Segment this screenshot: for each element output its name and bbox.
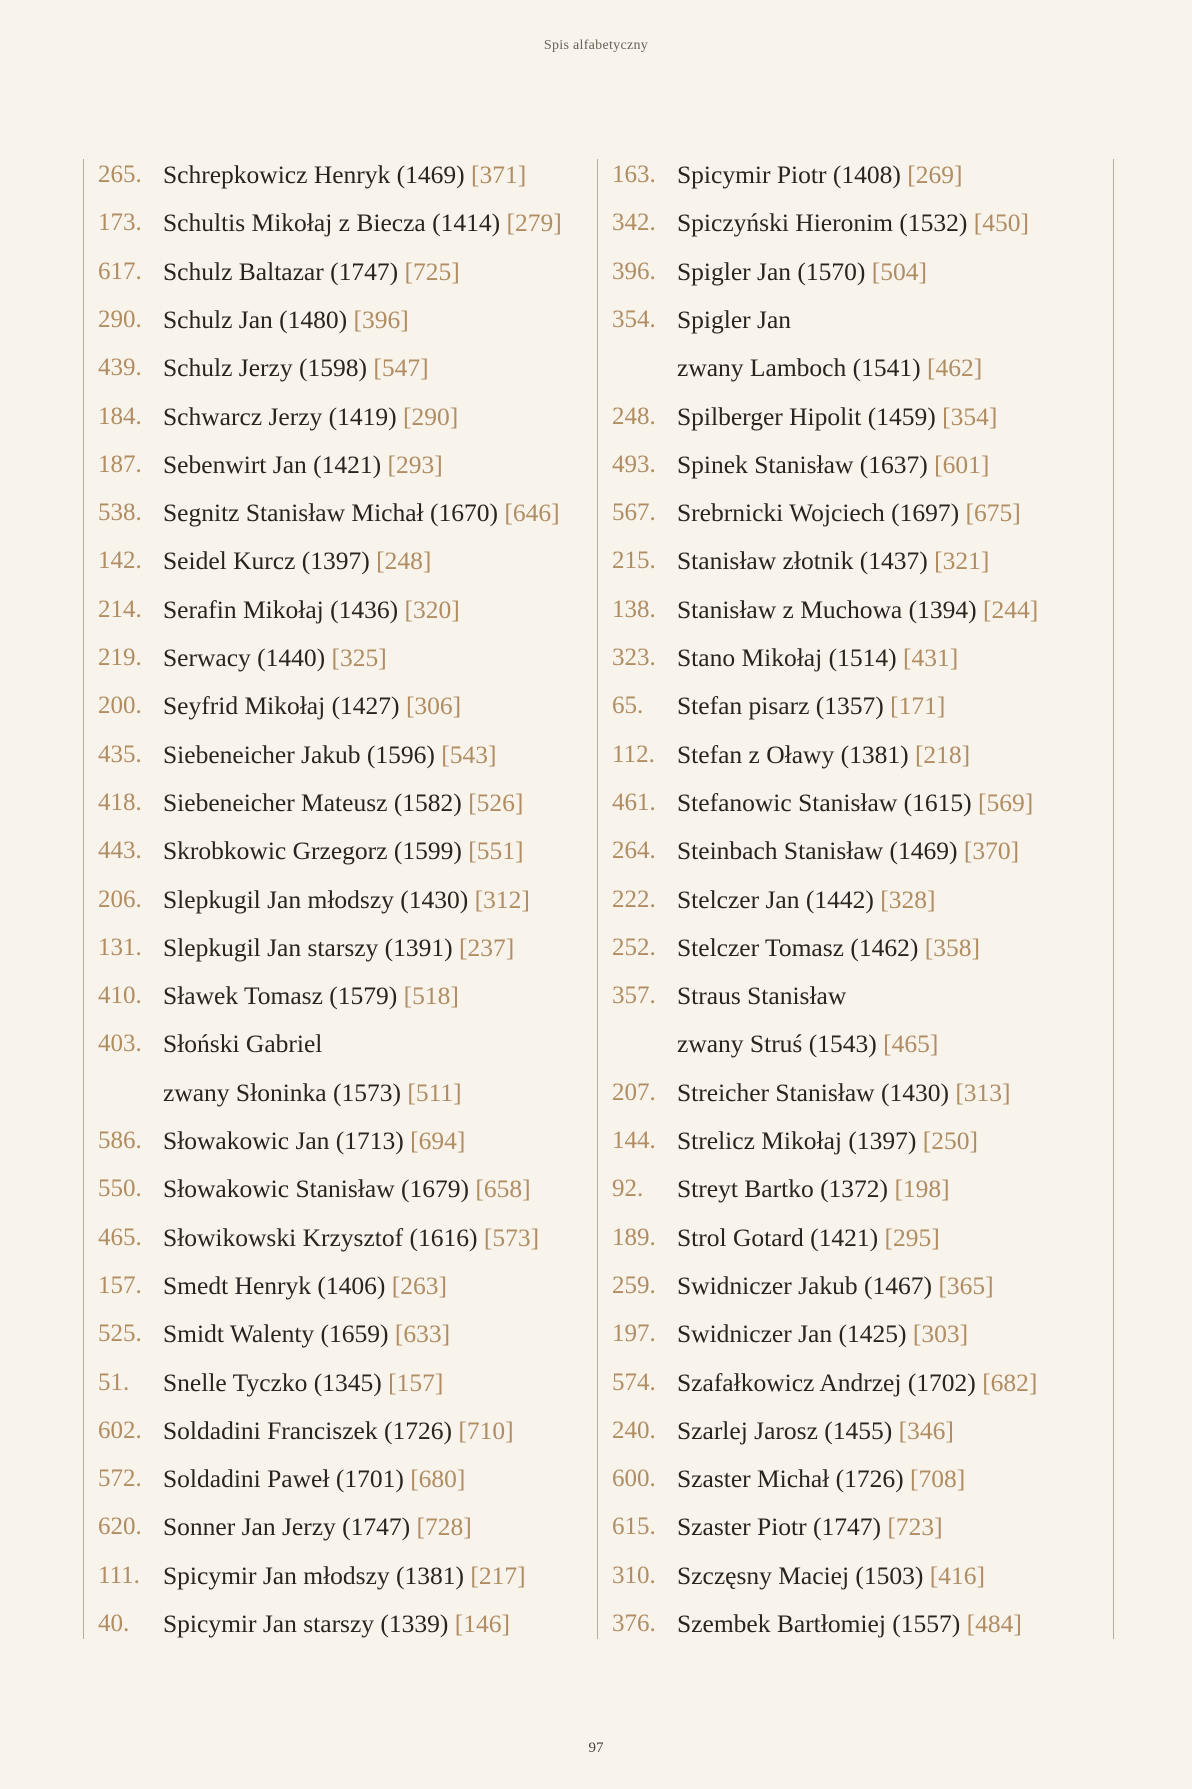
entry-number: 163.	[612, 161, 656, 188]
entry-page-ref: [250]	[922, 1126, 978, 1155]
entry-name	[677, 248, 927, 296]
entry-number: 572.	[98, 1465, 142, 1493]
entry-page-ref: [728]	[416, 1512, 472, 1542]
entry-name-text: Schrepkowicz Henryk (1469)	[163, 160, 472, 189]
entry-number: 197.	[612, 1320, 656, 1348]
entry-page-ref: [313]	[955, 1077, 1011, 1107]
entry-name	[677, 682, 945, 730]
entry-name-text: Schwarcz Jerzy (1419)	[163, 401, 404, 431]
entry-page-ref: [306]	[405, 691, 462, 721]
entry-name	[163, 1600, 510, 1648]
entry-page-ref: [218]	[914, 739, 971, 769]
entry-name-text: Stelczer Jan (1442)	[677, 884, 881, 914]
entry-number: 240.	[612, 1416, 656, 1444]
entry-name-text: Spicymir Jan młodszy (1381)	[163, 1560, 471, 1590]
entry-name	[677, 1020, 938, 1068]
entry-number: 586.	[98, 1127, 142, 1154]
entry-name	[677, 586, 1038, 634]
entry-number: 600.	[612, 1465, 656, 1493]
entry-name	[163, 1214, 539, 1262]
entry-page-ref: [263]	[391, 1270, 447, 1300]
entry-page-ref: [450]	[973, 208, 1029, 238]
entry-name-text: Snelle Tyczko (1345)	[163, 1367, 389, 1397]
entry-name-text: zwany Lamboch (1541)	[677, 353, 927, 383]
entry-name-text: Streyt Bartko (1372)	[677, 1174, 895, 1204]
entry-page-ref: [511]	[407, 1077, 462, 1107]
entry-number: 189.	[612, 1223, 656, 1251]
entry-page-ref: [325]	[331, 643, 387, 672]
entry-number: 222.	[612, 885, 656, 913]
entry-page-ref: [295]	[884, 1222, 940, 1252]
entry-number: 410.	[98, 982, 142, 1010]
entry-page-ref: [601]	[934, 449, 990, 479]
entry-name-text: Stefanowic Stanisław (1615)	[677, 787, 978, 817]
entry-page-ref: [708]	[909, 1464, 966, 1494]
entry-name-text: Spigler Jan (1570)	[677, 256, 872, 286]
entry-name	[163, 1407, 514, 1455]
entry-name	[677, 151, 962, 199]
entry-page-ref: [633]	[394, 1319, 451, 1349]
entry-number: 138.	[612, 595, 656, 623]
entry-name-text: Streicher Stanisław (1430)	[677, 1077, 956, 1107]
entry-name	[163, 1552, 526, 1600]
entry-number: 144.	[612, 1127, 656, 1154]
entry-page-ref: [370]	[963, 836, 1020, 866]
entry-name	[163, 537, 431, 585]
entry-number: 248.	[612, 402, 656, 430]
entry-name	[163, 344, 429, 392]
entry-number: 112.	[612, 740, 655, 768]
entry-page-ref: [217]	[470, 1560, 526, 1590]
entry-page-ref: [312]	[474, 884, 530, 914]
entry-page-ref: [279]	[506, 208, 562, 238]
entry-name-text: Schulz Jan (1480)	[163, 304, 354, 334]
entry-page-ref: [320]	[404, 594, 460, 624]
entry-name	[163, 1020, 322, 1068]
entry-name	[163, 1262, 447, 1310]
entry-page-ref: [244]	[982, 594, 1039, 624]
entry-number: 538.	[98, 499, 142, 527]
entry-name-text: Słowikowski Krzysztof (1616)	[163, 1222, 484, 1252]
entry-name	[677, 779, 1033, 827]
entry-name	[677, 731, 970, 779]
entry-name-text: Segnitz Stanisław Michał (1670)	[163, 498, 505, 528]
entry-number: 567.	[612, 499, 656, 527]
entry-page-ref: [365]	[938, 1270, 994, 1300]
entry-number: 354.	[612, 305, 656, 333]
entry-number: 615.	[612, 1513, 656, 1541]
entry-page-ref: [321]	[934, 546, 990, 576]
entry-number: 310.	[612, 1561, 656, 1589]
entry-number: 403.	[98, 1030, 142, 1058]
entry-number: 219.	[98, 644, 142, 671]
entry-name	[163, 1117, 465, 1165]
entry-name	[677, 1214, 940, 1262]
entry-name	[677, 1262, 994, 1310]
entry-page-ref: [526]	[468, 787, 524, 817]
entry-name-text: Sebenwirt Jan (1421)	[163, 449, 388, 479]
entry-name-text: Szafałkowicz Andrzej (1702)	[677, 1367, 983, 1397]
entry-name	[677, 393, 997, 441]
entry-name	[677, 1310, 968, 1358]
entry-number: 264.	[612, 837, 656, 865]
entry-name-text: Słowakowic Stanisław (1679)	[163, 1174, 476, 1204]
entry-number: 323.	[612, 644, 656, 671]
entry-name	[163, 972, 459, 1020]
entry-name	[163, 1310, 450, 1358]
entry-name	[677, 634, 958, 682]
entry-name-text: Sławek Tomasz (1579)	[163, 981, 404, 1011]
page-number: 97	[588, 1740, 604, 1756]
entry-number: 51.	[98, 1368, 130, 1396]
entry-name-text: Spilberger Hipolit (1459)	[677, 401, 943, 431]
entry-page-ref: [354]	[942, 401, 998, 431]
entry-number: 290.	[98, 305, 142, 333]
entry-name	[163, 1455, 465, 1503]
entry-name	[163, 393, 458, 441]
entry-page-ref: [431]	[902, 643, 959, 672]
entry-name-text: Szaster Piotr (1747)	[677, 1512, 888, 1542]
entry-number: 65.	[612, 692, 644, 720]
entry-name	[677, 1552, 985, 1600]
entry-number: 173.	[98, 209, 142, 237]
entry-page-ref: [710]	[458, 1415, 514, 1445]
entry-name	[163, 876, 530, 924]
entry-number: 342.	[612, 209, 656, 237]
entry-name	[677, 1455, 965, 1503]
entry-name	[677, 1165, 950, 1213]
entry-name-text: Smedt Henryk (1406)	[163, 1270, 392, 1300]
entry-name-text: Strelicz Mikołaj (1397)	[677, 1126, 923, 1155]
entry-number: 602.	[98, 1416, 142, 1444]
entry-name	[163, 441, 443, 489]
entry-name-text: Swidniczer Jan (1425)	[677, 1319, 913, 1349]
entry-name-text: Strol Gotard (1421)	[677, 1222, 885, 1252]
entry-number: 215.	[612, 547, 656, 575]
entry-name-text: Seyfrid Mikołaj (1427)	[163, 691, 406, 721]
entry-name-text: Spigler Jan	[677, 304, 792, 334]
entry-name	[677, 1069, 1011, 1117]
entry-name-text: Siebeneicher Jakub (1596)	[163, 739, 442, 769]
entry-number: 157.	[98, 1271, 142, 1299]
entry-number: 259.	[612, 1271, 656, 1299]
entry-name-text: Stano Mikołaj (1514)	[677, 643, 903, 672]
entry-name	[163, 1069, 462, 1117]
entry-name	[163, 924, 514, 972]
entry-number: 439.	[98, 354, 142, 382]
entry-number: 418.	[98, 788, 142, 816]
entry-name	[677, 876, 935, 924]
entry-name-text: Soldadini Franciszek (1726)	[163, 1415, 459, 1445]
entry-name	[163, 682, 461, 730]
entry-number: 131.	[98, 933, 142, 961]
entry-number: 40.	[98, 1610, 130, 1637]
entry-name-text: zwany Struś (1543)	[677, 1029, 884, 1059]
entry-name-text: Skrobkowic Grzegorz (1599)	[163, 836, 469, 866]
entry-number: 376.	[612, 1610, 656, 1637]
entry-name-text: Serwacy (1440)	[163, 643, 332, 672]
entry-number: 617.	[98, 257, 142, 285]
entry-page-ref: [725]	[404, 256, 460, 286]
entry-name	[163, 731, 497, 779]
entry-page-ref: [675]	[965, 498, 1021, 528]
entry-name	[677, 972, 846, 1020]
entry-name	[677, 1600, 1022, 1648]
entry-name-text: zwany Słoninka (1573)	[163, 1077, 408, 1107]
entry-number: 493.	[612, 450, 656, 478]
entry-number: 92.	[612, 1175, 644, 1203]
entry-name	[163, 296, 409, 344]
entry-page-ref: [416]	[929, 1560, 986, 1590]
entry-number: 620.	[98, 1513, 142, 1541]
entry-name-text: Spicymir Jan starszy (1339)	[163, 1609, 455, 1638]
entry-page-ref: [248]	[376, 546, 432, 576]
entry-name-text: Straus Stanisław	[677, 981, 847, 1011]
entry-page-ref: [465]	[883, 1029, 939, 1059]
entry-name-text: Słowakowic Jan (1713)	[163, 1126, 411, 1155]
entry-page-ref: [396]	[353, 304, 409, 334]
entry-page-ref: [484]	[966, 1609, 1022, 1638]
entry-number: 550.	[98, 1175, 142, 1203]
entry-page-ref: [547]	[373, 353, 429, 383]
entry-name-text: Slepkugil Jan starszy (1391)	[163, 932, 460, 962]
entry-page-ref: [682]	[982, 1367, 1038, 1397]
entry-number: 396.	[612, 257, 656, 285]
entry-name-text: Serafin Mikołaj (1436)	[163, 594, 405, 624]
entry-number: 525.	[98, 1320, 142, 1348]
entry-name	[677, 489, 1021, 537]
entry-name-text: Swidniczer Jakub (1467)	[677, 1270, 939, 1300]
entry-page-ref: [680]	[410, 1464, 466, 1494]
index-column-left	[83, 159, 604, 1639]
entry-number: 435.	[98, 740, 142, 768]
entry-name-text: Spicymir Piotr (1408)	[677, 160, 908, 189]
entry-page-ref: [346]	[898, 1415, 954, 1445]
entry-page-ref: [723]	[887, 1512, 943, 1542]
entry-name-text: Stefan pisarz (1357)	[677, 691, 891, 721]
entry-name-text: Schultis Mikołaj z Biecza (1414)	[163, 208, 507, 238]
entry-name	[163, 1165, 531, 1213]
entry-number: 461.	[612, 788, 656, 816]
entry-name-text: Smidt Walenty (1659)	[163, 1319, 395, 1349]
entry-name	[677, 441, 989, 489]
entry-name-text: Stanisław z Muchowa (1394)	[677, 594, 983, 624]
entry-name	[677, 1117, 978, 1165]
entry-number: 207.	[612, 1078, 656, 1106]
entry-name-text: Szembek Bartłomiej (1557)	[677, 1609, 967, 1638]
entry-name	[163, 827, 523, 875]
entry-page-ref: [171]	[890, 691, 946, 721]
entry-name-text: Steinbach Stanisław (1469)	[677, 836, 964, 866]
entry-number: 465.	[98, 1223, 142, 1251]
entry-number: 206.	[98, 885, 142, 913]
entry-name	[677, 924, 980, 972]
entry-name-text: Spinek Stanisław (1637)	[677, 449, 935, 479]
entry-name	[163, 634, 387, 682]
entry-page-ref: [328]	[880, 884, 936, 914]
entry-name	[163, 489, 560, 537]
entry-page-ref: [573]	[483, 1222, 540, 1252]
entry-name	[677, 537, 989, 585]
entry-number: 184.	[98, 402, 142, 430]
entry-name-text: Szarlej Jarosz (1455)	[677, 1415, 899, 1445]
entry-number: 574.	[612, 1368, 656, 1396]
entry-page-ref: [462]	[926, 353, 983, 383]
entry-name-text: Schulz Baltazar (1747)	[163, 256, 405, 286]
entry-page-ref: [198]	[894, 1174, 950, 1204]
entry-number: 111.	[98, 1561, 140, 1589]
entry-page-ref: [290]	[403, 401, 459, 431]
entry-name	[677, 296, 791, 344]
entry-page-ref: [646]	[504, 498, 560, 528]
entry-name	[677, 827, 1019, 875]
entry-name	[677, 199, 1029, 247]
entry-page-ref: [543]	[441, 739, 497, 769]
entry-number: 187.	[98, 450, 142, 478]
entry-name-text: Seidel Kurcz (1397)	[163, 546, 377, 576]
entry-number: 142.	[98, 547, 142, 575]
entry-page-ref: [551]	[468, 836, 524, 866]
entry-number: 265.	[98, 161, 142, 188]
entry-page-ref: [146]	[454, 1609, 511, 1638]
entry-name-text: Schulz Jerzy (1598)	[163, 353, 374, 383]
entry-name	[163, 199, 562, 247]
entry-name-text: Szczęsny Maciej (1503)	[677, 1560, 930, 1590]
entry-name-text: Soldadini Paweł (1701)	[163, 1464, 411, 1494]
entry-page-ref: [518]	[403, 981, 459, 1011]
entry-page-ref: [293]	[387, 449, 443, 479]
entry-name	[163, 151, 526, 199]
entry-name-text: Spiczyński Hieronim (1532)	[677, 208, 974, 238]
entry-name-text: Sonner Jan Jerzy (1747)	[163, 1512, 417, 1542]
entry-number: 357.	[612, 982, 656, 1010]
entry-name	[163, 1359, 443, 1407]
entry-name	[677, 1407, 954, 1455]
entry-name-text: Srebrnicki Wojciech (1697)	[677, 498, 966, 528]
entry-name	[677, 344, 982, 392]
entry-page-ref: [303]	[912, 1319, 969, 1349]
entry-name-text: Siebeneicher Mateusz (1582)	[163, 787, 469, 817]
entry-name-text: Stanisław złotnik (1437)	[677, 546, 935, 576]
entry-page-ref: [658]	[475, 1174, 531, 1204]
entry-name	[163, 1503, 472, 1551]
entry-page-ref: [358]	[924, 932, 980, 962]
entry-name-text: Słoński Gabriel	[163, 1029, 323, 1059]
entry-name	[163, 779, 523, 827]
entry-page-ref: [504]	[871, 256, 927, 286]
index-column-right	[597, 159, 1114, 1639]
entry-page-ref: [237]	[459, 932, 515, 962]
entry-page-ref: [157]	[388, 1367, 444, 1397]
entry-page-ref: [371]	[471, 160, 527, 189]
entry-page-ref: [694]	[410, 1126, 466, 1155]
entry-name-text: Stefan z Oławy (1381)	[677, 739, 915, 769]
entry-name	[163, 586, 460, 634]
entry-number: 252.	[612, 933, 656, 961]
entry-name	[163, 248, 460, 296]
entry-name	[677, 1359, 1037, 1407]
entry-name-text: Szaster Michał (1726)	[677, 1464, 910, 1494]
entry-page-ref: [569]	[977, 787, 1034, 817]
entry-page-ref: [269]	[907, 160, 963, 189]
entry-number: 200.	[98, 692, 142, 720]
entry-name-text: Slepkugil Jan młodszy (1430)	[163, 884, 475, 914]
entry-name	[677, 1503, 943, 1551]
running-head: Spis alfabetyczny	[543, 38, 649, 53]
entry-name-text: Stelczer Tomasz (1462)	[677, 932, 925, 962]
entry-number: 214.	[98, 595, 142, 623]
entry-number: 443.	[98, 837, 142, 865]
